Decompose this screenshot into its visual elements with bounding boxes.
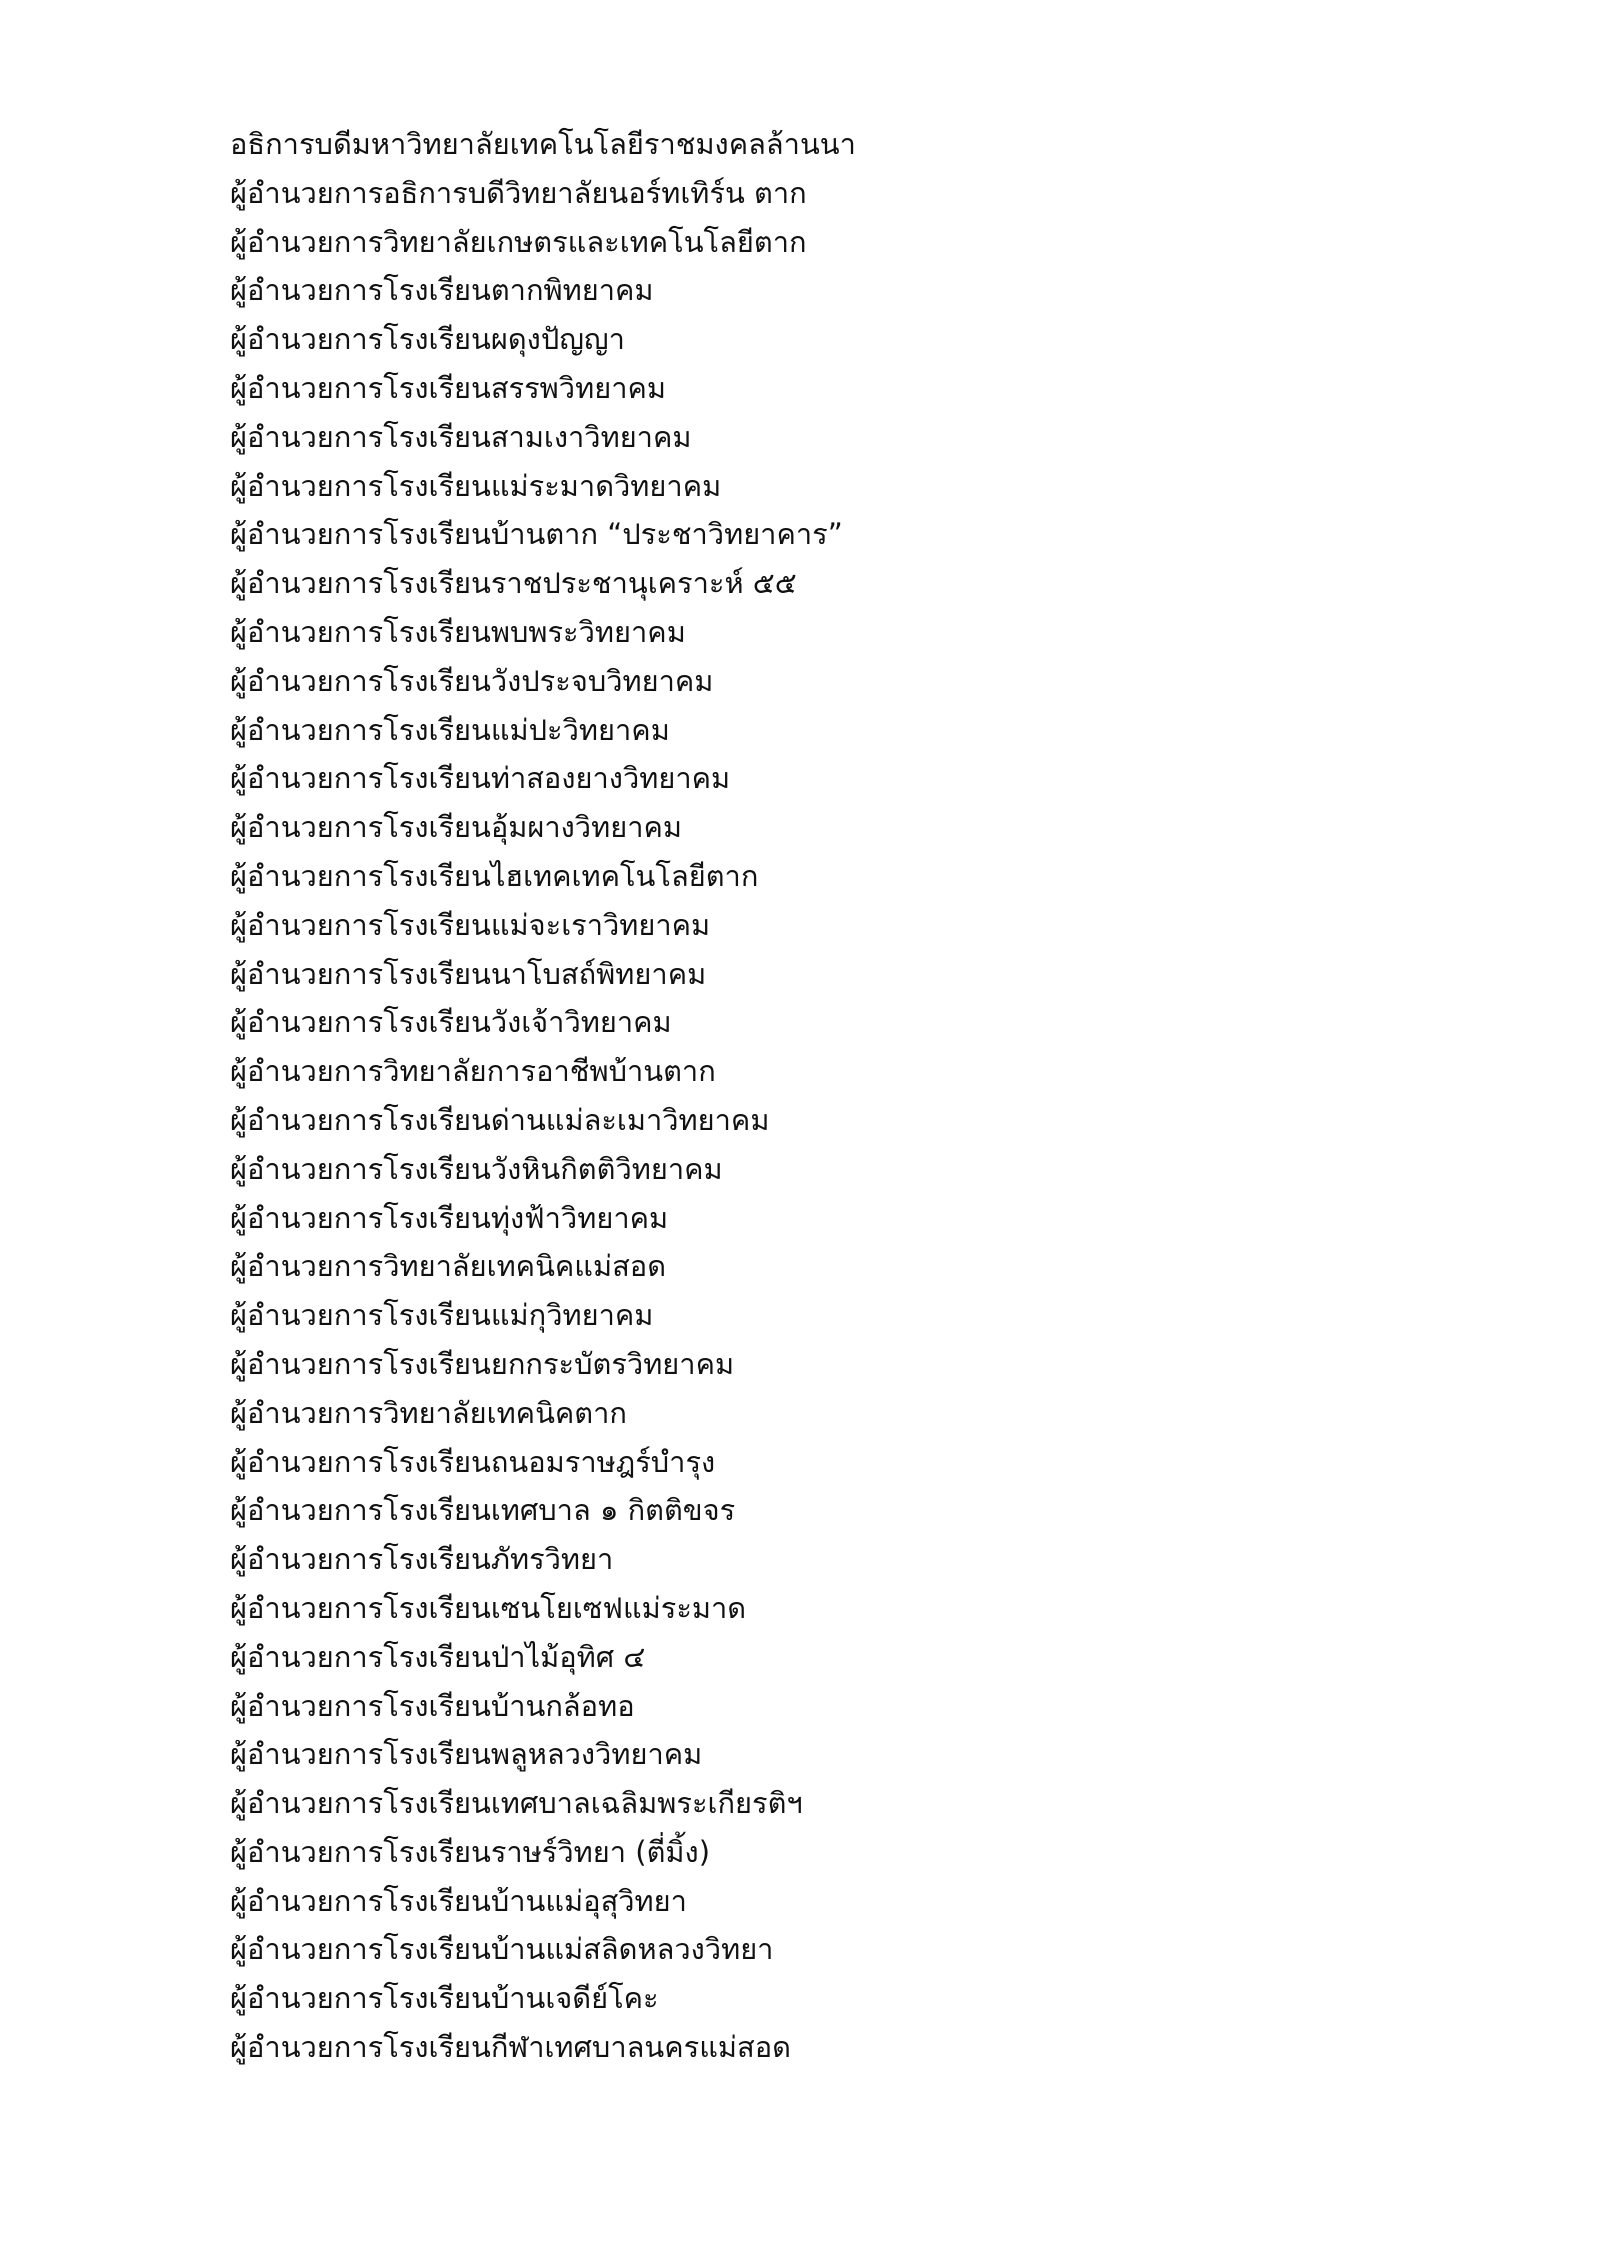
recipient-line: ผู้อำนวยการโรงเรียนแม่ปะวิทยาคม (230, 712, 670, 747)
recipient-line: ผู้อำนวยการโรงเรียนตากพิทยาคม (230, 273, 654, 308)
recipient-line: ผู้อำนวยการโรงเรียนยกกระบัตรวิทยาคม (230, 1346, 735, 1381)
recipient-line: ผู้อำนวยการโรงเรียนท่าสองยางวิทยาคม (230, 761, 731, 796)
recipient-line: ผู้อำนวยการโรงเรียนเทศบาล ๑ กิตติขจร (230, 1493, 736, 1528)
recipient-line: ผู้อำนวยการอธิการบดีวิทยาลัยนอร์ทเทิร์น ตาก (230, 175, 807, 210)
recipient-line: ผู้อำนวยการโรงเรียนด่านแม่ละเมาวิทยาคม (230, 1102, 770, 1137)
recipient-line: ผู้อำนวยการโรงเรียนบ้านเจดีย์โคะ (230, 1981, 659, 2016)
recipient-line: ผู้อำนวยการโรงเรียนไฮเทคเทคโนโลยีตาก (230, 858, 759, 893)
recipient-line: ผู้อำนวยการโรงเรียนถนอมราษฎร์บำรุง (230, 1444, 716, 1479)
recipient-line: ผู้อำนวยการวิทยาลัยเทคนิคตาก (230, 1395, 627, 1430)
recipient-line: อธิการบดีมหาวิทยาลัยเทคโนโลยีราชมงคลล้านนา (230, 127, 856, 161)
recipient-line: ผู้อำนวยการโรงเรียนวังประจบวิทยาคม (230, 663, 714, 698)
recipient-line: ผู้อำนวยการโรงเรียนราชประชานุเคราะห์ ๕๕ (230, 566, 797, 601)
recipient-line: ผู้อำนวยการโรงเรียนราษร์วิทยา (ตี่มิ้ง) (230, 1834, 711, 1869)
recipient-line: ผู้อำนวยการโรงเรียนผดุงปัญญา (230, 322, 625, 357)
recipient-line: ผู้อำนวยการโรงเรียนกีฬาเทศบาลนครแม่สอด (230, 2030, 791, 2065)
recipient-line: ผู้อำนวยการโรงเรียนบ้านกล้อทอ (230, 1688, 635, 1723)
recipient-line: ผู้อำนวยการโรงเรียนบ้านตาก “ประชาวิทยาคาร” (230, 517, 843, 552)
recipient-line: ผู้อำนวยการโรงเรียนวังหินกิตติวิทยาคม (230, 1151, 723, 1186)
recipient-line: ผู้อำนวยการโรงเรียนนาโบสถ์พิทยาคม (230, 956, 707, 991)
recipient-line: ผู้อำนวยการโรงเรียนพบพระวิทยาคม (230, 614, 686, 649)
recipient-line: ผู้อำนวยการโรงเรียนเซนโยเซฟแม่ระมาด (230, 1590, 747, 1625)
recipient-line: ผู้อำนวยการโรงเรียนทุ่งฟ้าวิทยาคม (230, 1200, 669, 1235)
recipient-line: ผู้อำนวยการโรงเรียนแม่จะเราวิทยาคม (230, 907, 711, 942)
recipient-line: ผู้อำนวยการโรงเรียนบ้านแม่สลิดหลวงวิทยา (230, 1932, 774, 1967)
recipient-list (230, 120, 856, 2072)
recipient-line: ผู้อำนวยการโรงเรียนสรรพวิทยาคม (230, 370, 666, 405)
recipient-line: ผู้อำนวยการโรงเรียนเทศบาลเฉลิมพระเกียรติฯ (230, 1786, 803, 1821)
recipient-line: ผู้อำนวยการโรงเรียนสามเงาวิทยาคม (230, 419, 692, 454)
recipient-line: ผู้อำนวยการวิทยาลัยเกษตรและเทคโนโลยีตาก (230, 224, 807, 259)
recipient-line: ผู้อำนวยการโรงเรียนป่าไม้อุทิศ ๔ (230, 1639, 646, 1674)
recipient-line: ผู้อำนวยการวิทยาลัยการอาชีพบ้านตาก (230, 1054, 716, 1089)
recipient-line: ผู้อำนวยการโรงเรียนอุ้มผางวิทยาคม (230, 810, 682, 845)
recipient-line: ผู้อำนวยการโรงเรียนแม่กุวิทยาคม (230, 1298, 654, 1333)
recipient-line: ผู้อำนวยการวิทยาลัยเทคนิคแม่สอด (230, 1249, 667, 1284)
recipient-line: ผู้อำนวยการโรงเรียนบ้านแม่อุสุวิทยา (230, 1883, 687, 1918)
recipient-line: ผู้อำนวยการโรงเรียนพลูหลวงวิทยาคม (230, 1737, 703, 1772)
recipient-line: ผู้อำนวยการโรงเรียนภัทรวิทยา (230, 1542, 614, 1577)
recipient-line: ผู้อำนวยการโรงเรียนแม่ระมาดวิทยาคม (230, 468, 722, 503)
recipient-line: ผู้อำนวยการโรงเรียนวังเจ้าวิทยาคม (230, 1005, 672, 1040)
